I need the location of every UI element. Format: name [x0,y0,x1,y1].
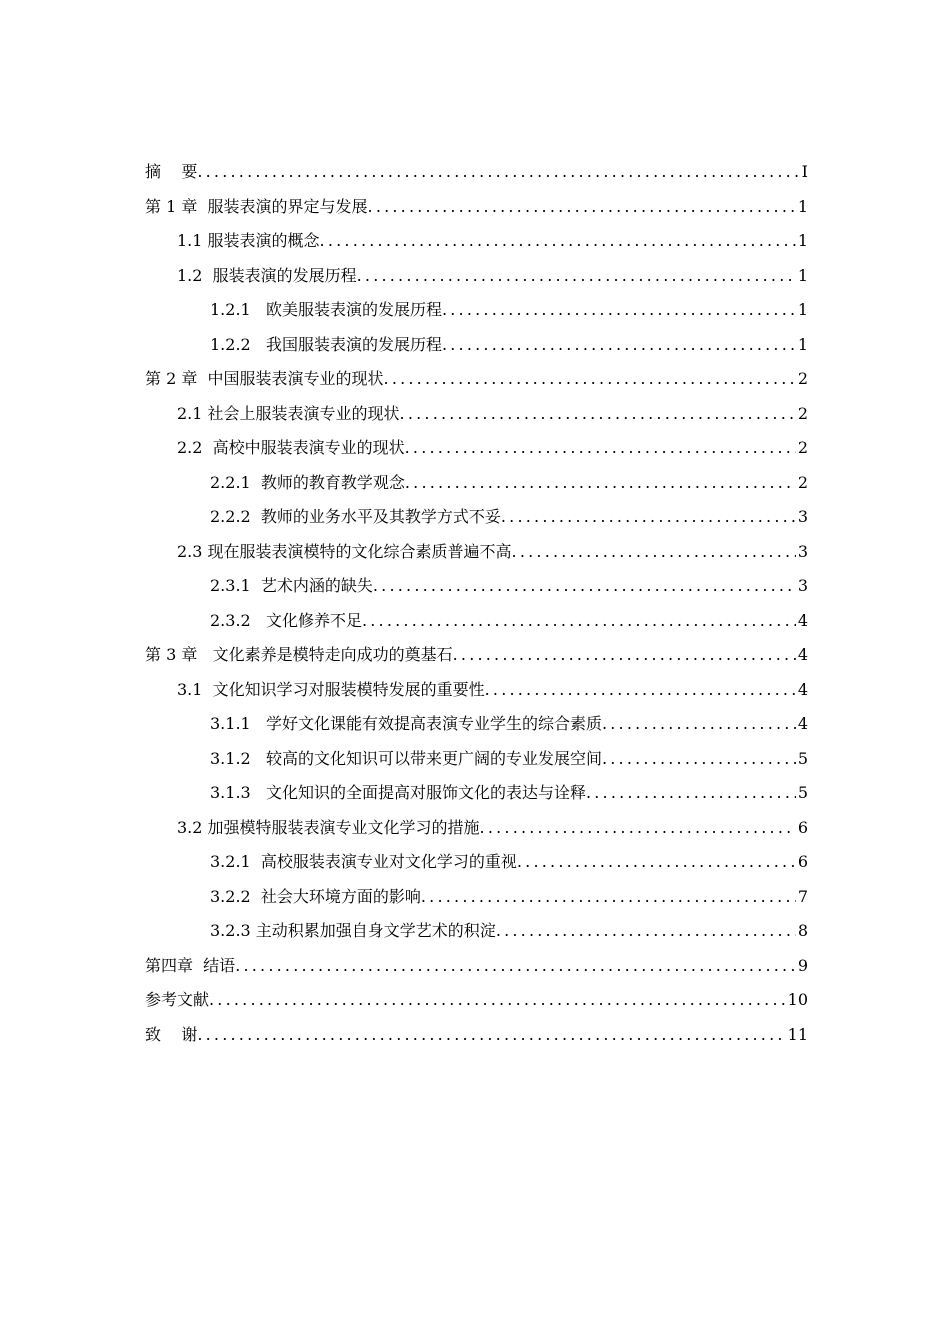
toc-dot-leader [357,259,796,294]
toc-page-number: 1 [797,265,808,285]
toc-entry[interactable] [145,535,808,570]
toc-dot-leader [512,535,796,570]
toc-dot-leader [517,845,796,880]
toc-page-number: 6 [797,817,808,837]
toc-entry[interactable] [145,914,808,949]
toc-entry-title: 2.1 社会上服装表演专业的现状 [177,403,400,423]
toc-entry[interactable] [145,397,808,432]
toc-dot-leader [501,500,796,535]
toc-dot-leader [485,673,796,708]
toc-entry[interactable] [145,845,808,880]
toc-entry[interactable] [145,742,808,777]
toc-entry-title: 摘 要 [145,162,198,181]
toc-dot-leader [405,431,796,466]
toc-page-number: 5 [797,783,808,802]
toc-page-number: 1 [797,231,808,250]
toc-page-number: 1 [797,300,808,319]
toc-page-number: 2 [797,403,808,423]
toc-dot-leader [197,155,799,190]
toc-entry[interactable] [145,673,808,708]
toc-dot-leader [400,397,796,432]
toc-entry[interactable] [145,466,808,501]
toc-entry[interactable] [145,155,808,190]
toc-entry[interactable] [145,190,808,225]
toc-page-number: 5 [797,748,808,768]
toc-entry[interactable] [145,569,808,604]
toc-page-number: 10 [787,990,808,1009]
toc-page-number: 1 [797,334,808,354]
table-of-contents [145,155,808,1052]
toc-page-number: I [801,162,808,181]
toc-dot-leader [384,362,796,397]
toc-dot-leader [496,914,796,949]
toc-entry[interactable] [145,604,808,639]
toc-dot-leader [235,949,796,984]
toc-page-number: 6 [797,852,808,871]
toc-entry[interactable] [145,1018,808,1053]
toc-dot-leader [373,569,796,604]
toc-entry-title: 3.1.3 文化知识的全面提高对服饰文化的表达与诠释 [210,783,586,802]
toc-dot-leader [602,707,796,742]
toc-entry-title: 3.2.2 社会大环境方面的影响 [210,886,421,906]
toc-entry-title: 3.2.3 主动积累加强自身文学艺术的积淀 [210,921,496,940]
toc-entry[interactable] [145,362,808,397]
toc-entry[interactable] [145,431,808,466]
toc-entry[interactable] [145,293,808,328]
toc-entry[interactable] [145,811,808,846]
toc-entry[interactable] [145,638,808,673]
toc-dot-leader [586,776,796,811]
toc-entry-title: 2.3.1 艺术内涵的缺失 [210,576,373,595]
toc-entry-title: 3.2 加强模特服装表演专业文化学习的措施 [177,817,480,837]
toc-entry[interactable] [145,983,808,1018]
toc-page-number: 11 [787,1024,808,1044]
toc-page-number: 4 [797,610,808,630]
toc-page-number: 4 [797,645,808,664]
toc-entry[interactable] [145,880,808,915]
toc-entry-title: 致 谢 [145,1024,198,1044]
toc-page-number: 4 [797,714,808,733]
toc-entry[interactable] [145,224,808,259]
toc-entry-title: 2.2.2 教师的业务水平及其教学方式不妥 [210,507,501,526]
toc-entry[interactable] [145,707,808,742]
toc-entry-title: 参考文献 [145,990,210,1009]
toc-entry-title: 2.2 高校中服装表演专业的现状 [177,438,405,457]
toc-page-number: 3 [797,541,808,561]
toc-entry-title: 3.1.1 学好文化课能有效提高表演专业学生的综合素质 [210,714,602,733]
toc-page-number: 2 [797,472,808,492]
toc-page-number: 1 [797,196,808,216]
toc-entry-title: 1.2.1 欧美服装表演的发展历程 [210,300,442,319]
toc-page-number: 3 [797,576,808,595]
toc-dot-leader [421,880,796,915]
toc-entry-title: 2.2.1 教师的教育教学观念 [210,472,405,492]
toc-page-number: 3 [797,507,808,526]
toc-entry-title: 3.1.2 较高的文化知识可以带来更广阔的专业发展空间 [210,748,602,768]
toc-dot-leader [453,638,796,673]
toc-entry-title: 3.1 文化知识学习对服装模特发展的重要性 [177,679,485,699]
toc-page-number: 2 [797,369,808,388]
toc-page-number: 7 [797,886,808,906]
toc-dot-leader [480,811,796,846]
toc-page-number: 9 [797,955,808,975]
toc-entry-title: 3.2.1 高校服装表演专业对文化学习的重视 [210,852,517,871]
toc-entry[interactable] [145,259,808,294]
toc-entry-title: 1.2.2 我国服装表演的发展历程 [210,334,442,354]
toc-entry-title: 第 1 章 服装表演的界定与发展 [145,196,368,216]
toc-page-number: 8 [797,921,808,940]
toc-page-number: 2 [797,438,808,457]
toc-entry-title: 第 3 章 文化素养是模特走向成功的奠基石 [145,645,453,664]
toc-dot-leader [320,224,796,259]
toc-dot-leader [405,466,796,501]
toc-dot-leader [362,604,796,639]
toc-entry-title: 2.3 现在服装表演模特的文化综合素质普遍不高 [177,541,512,561]
toc-dot-leader [368,190,796,225]
toc-dot-leader [442,328,796,363]
toc-entry[interactable] [145,776,808,811]
toc-dot-leader [197,1018,785,1053]
toc-dot-leader [209,983,786,1018]
toc-entry-title: 1.2 服装表演的发展历程 [177,265,357,285]
toc-entry-title: 2.3.2 文化修养不足 [210,610,362,630]
toc-entry[interactable] [145,500,808,535]
toc-entry-title: 1.1 服装表演的概念 [177,231,320,250]
toc-entry-title: 第 2 章 中国服装表演专业的现状 [145,369,384,388]
toc-dot-leader [602,742,796,777]
toc-entry-title: 第四章 结语 [145,955,236,975]
toc-dot-leader [442,293,796,328]
toc-entry[interactable] [145,328,808,363]
toc-entry[interactable] [145,949,808,984]
toc-page-number: 4 [797,679,808,699]
